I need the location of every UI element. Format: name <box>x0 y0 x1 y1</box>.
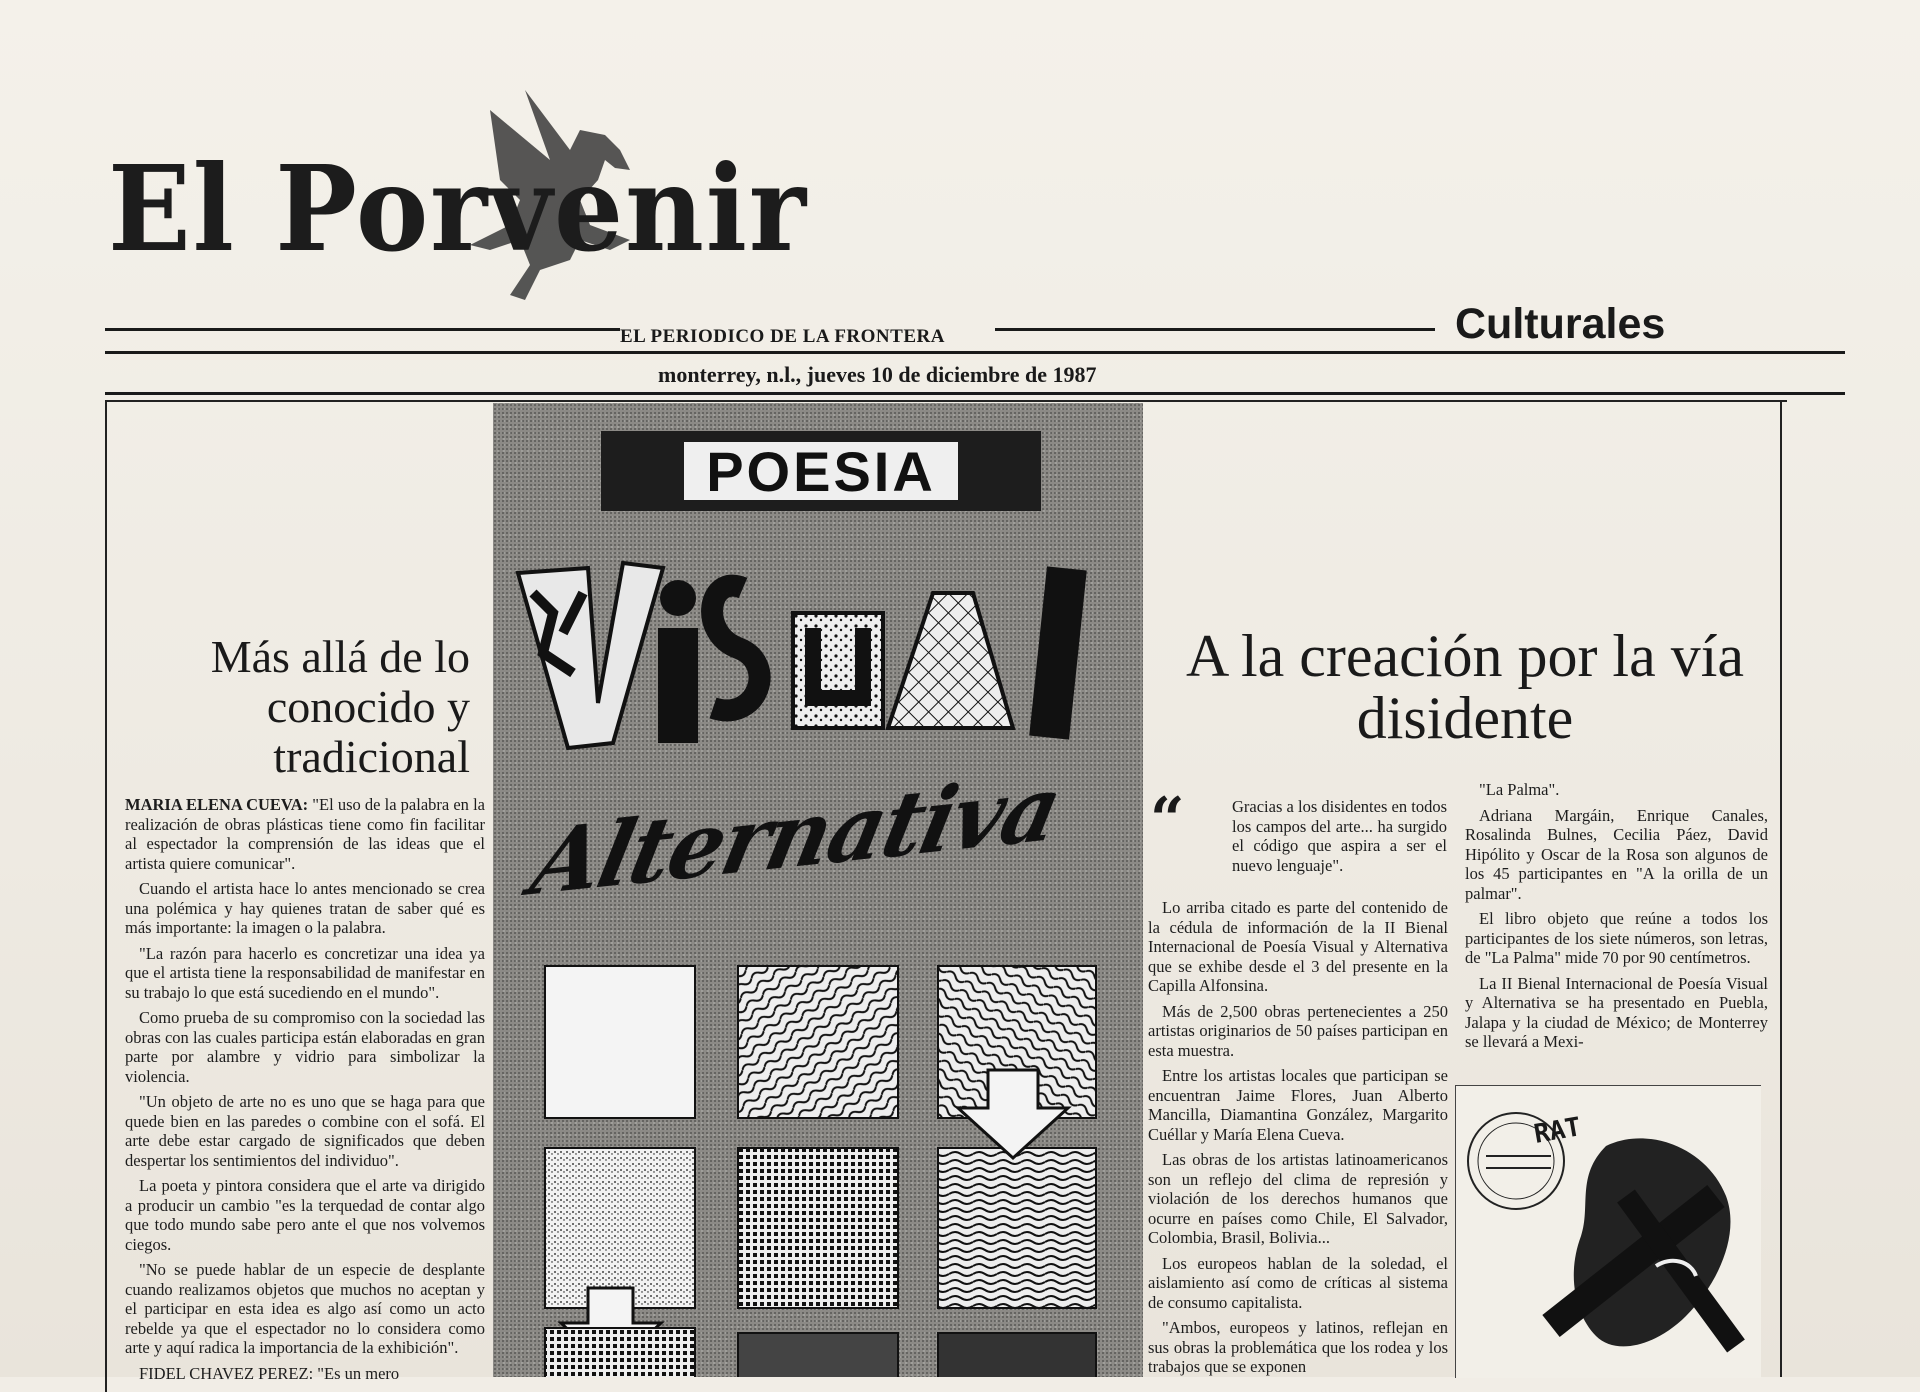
paragraph: Las obras de los artistas latinoamericanos son un reflejo del clima de represión y violación de los derechos humanos que ocurre en países como Chile, El Salvador, Colombia, Brasil, Bolivia... <box>1148 1150 1448 1247</box>
masthead-rule <box>105 392 1845 395</box>
paragraph: Como prueba de su compromiso con la sociedad las obras con las cuales participa están elaboradas en gran parte por alambre y vidrio para simbolizar la violencia. <box>125 1008 485 1086</box>
paragraph: Entre los artistas locales que participan se encuentran Jaime Flores, Juan Alberto Mancilla, Diamantina González, Margarito Cuéllar y María Elena Cueva. <box>1148 1066 1448 1144</box>
stamp-drawing-icon <box>1456 1086 1761 1378</box>
section-label: Culturales <box>1455 300 1666 348</box>
paragraph: FIDEL CHAVEZ PEREZ: "Es un mero <box>139 1363 400 1383</box>
poster-tile <box>738 966 898 1118</box>
poster-tile <box>545 1328 695 1377</box>
paragraph: Los europeos hablan de la soledad, el aislamiento así como de críticas al sistema de consumo capitalista. <box>1148 1253 1448 1312</box>
masthead-rule <box>995 328 1435 331</box>
left-article-headline: Más allá de lo conocido y tradicional <box>210 631 470 782</box>
paragraph: "Ambos, europeos y latinos, reflejan en sus obras la problemática que los rodea y los trabajos que se exponen <box>1148 1318 1448 1376</box>
paragraph: "La razón para hacerlo es concretizar una idea ya que el artista tiene la responsabilidad de manifestar en su trabajo lo que está sucediendo en el mundo". <box>125 943 485 1002</box>
poster-tile <box>738 1333 898 1377</box>
paragraph: "La Palma". <box>1479 780 1560 799</box>
right-article-headline: A la creación por la vía disidente <box>1185 623 1745 751</box>
poster-alternativa-word: Alternativa <box>523 754 1069 916</box>
left-article-body <box>125 795 485 1389</box>
dateline: monterrey, n.l., jueves 10 de diciembre de 1987 <box>658 362 1097 387</box>
masthead-rule <box>105 351 1845 354</box>
paragraph: El libro objeto que reúne a todos los participantes de los siete números, son letras, de "La Palma" mide 70 por 90 centímetros. <box>1465 909 1768 967</box>
paragraph: "El uso de la palabra en la realización de obras plásticas tiene como fin facilitar al espectador la comprensión de las ideas que el artista quiere comunicar". <box>125 795 485 873</box>
poster-image <box>493 403 1143 1377</box>
poster-tiles <box>493 958 1143 1377</box>
paragraph: "Un objeto de arte no es uno que se haga para que quede bien en las paredes o combine con el sofá. El arte debe estar cargado de significados que deben despertar los sentimientos del individuo". <box>125 1092 485 1170</box>
stamp-text: RAT <box>1531 1112 1584 1150</box>
masthead-rule <box>105 328 620 331</box>
paragraph: Más de 2,500 obras pertenecientes a 250 artistas originarios de 50 países participan en esta muestra. <box>1148 1001 1448 1060</box>
paragraph: Cuando el artista hace lo antes mencionado se crea una polémica y hay quienes tratan de saber qué es más importante: la imagen o la palabra. <box>125 879 485 937</box>
masthead-logo: El Porvenir <box>108 139 808 278</box>
masthead-slogan: EL PERIODICO DE LA FRONTERA <box>620 326 945 347</box>
poster-visual-word <box>493 533 1143 793</box>
poster-tile <box>545 966 695 1118</box>
paragraph: La poeta y pintora considera que el arte va dirigido a producir un cambio "es la terquedad de contar algo que todo mundo sabe pero ante el que nos volvemos ciegos. <box>125 1176 485 1254</box>
right-article-quote <box>1232 797 1447 881</box>
left-article-byline: MARIA ELENA CUEVA: <box>125 795 309 814</box>
poster-tile <box>545 1148 695 1308</box>
quote-mark-icon: “ <box>1150 785 1185 855</box>
paragraph: Adriana Margáin, Enrique Canales, Rosalinda Bulnes, Cecilia Páez, David Hipólito y Oscar de la Rosa son algunos de los 45 participantes en "A la orilla de un palmar". <box>1465 805 1768 903</box>
right-article-col2 <box>1465 780 1768 1058</box>
stamp-illustration <box>1455 1085 1761 1378</box>
content-frame-right-edge <box>1780 400 1782 1377</box>
paragraph: La II Bienal Internacional de Poesía Visual y Alternativa se ha presentado en Puebla, Jalapa y la ciudad de México; de Monterrey se llevará a Mexi- <box>1465 973 1768 1051</box>
right-article-col1 <box>1148 898 1448 1383</box>
poster-tile <box>938 1148 1096 1308</box>
paragraph: "No se puede hablar de un especie de desplante cuando realizamos objetos que muchos no aceptan y el participar en esta idea es algo así como un acto rebelde ya que el espectador no lo considera como arte y aquí radica la importancia de la exhibición". <box>125 1260 485 1357</box>
pull-quote: Gracias a los disidentes en todos los campos del arte... ha surgido el código que aspira a ser el nuevo lenguaje". <box>1232 797 1447 875</box>
poster-tile <box>938 1333 1096 1377</box>
poster-poesia-word: POESIA <box>684 442 958 500</box>
poster-poesia-box <box>601 431 1041 511</box>
poster-tile <box>738 1148 898 1308</box>
paragraph: Lo arriba citado es parte del contenido de la cédula de información de la II Bienal Internacional de Poesía Visual y Alternativa que se exhibe desde el 3 del presente en la Capilla Alfonsina. <box>1148 898 1448 995</box>
